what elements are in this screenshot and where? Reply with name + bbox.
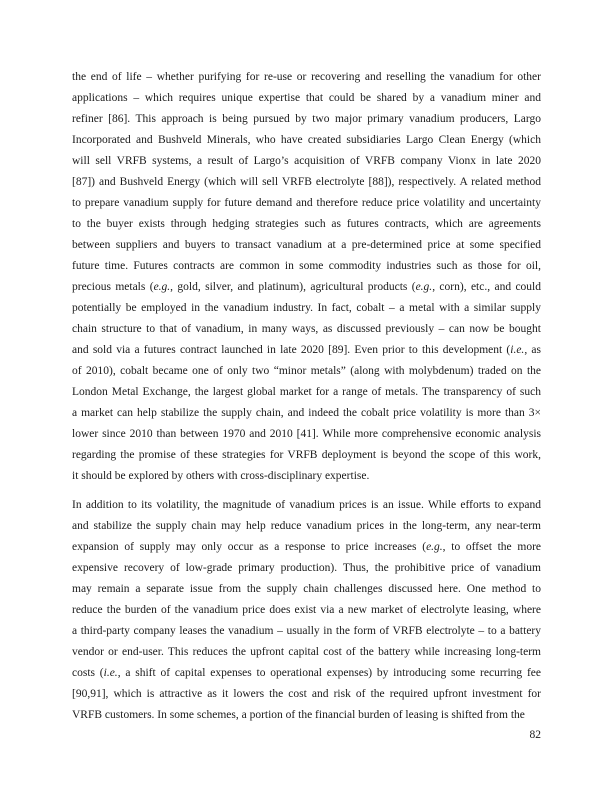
text-line: [72, 537, 541, 558]
text-segment: , to offset the more: [442, 541, 542, 553]
text-line: [72, 424, 541, 445]
text-line: [72, 361, 541, 382]
text-segment: it should be explored by others with cross-disciplinary expertise.: [72, 470, 370, 482]
text-segment: will sell VRFB systems, a result of Largo’s acquisition of VRFB company Vionx in late 2020: [72, 155, 541, 167]
text-segment: to prepare vanadium supply for future demand and therefore reduce price volatility and uncertainty: [72, 197, 541, 209]
text-segment: reduce the burden of the vanadium price does exist via a new market of electrolyte leasing, where: [72, 604, 541, 616]
text-segment: Incorporated and Bushveld Minerals, who have created subsidiaries Largo Clean Energy (which: [72, 134, 541, 146]
text-segment: the end of life – whether purifying for re-use or recovering and reselling the vanadium for other: [72, 71, 541, 83]
text-line: [72, 516, 541, 537]
text-segment: lower since 2010 than between 1970 and 2010 [41]. While more comprehensive economic analysis: [72, 428, 541, 440]
text-line: [72, 600, 541, 621]
text-segment: [90,91], which is attractive as it lowers the cost and risk of the required upfront investment for: [72, 688, 541, 700]
text-segment: , as: [524, 344, 541, 356]
text-segment: between suppliers and buyers to transact vanadium at a pre-determined price at some specified: [72, 239, 541, 251]
text-line: [72, 88, 541, 109]
text-line: [72, 466, 541, 487]
text-segment: potentially be employed in the vanadium industry. In fact, cobalt – a metal with a similar supply: [72, 302, 541, 314]
text-line: [72, 235, 541, 256]
italic-abbreviation: e.g.: [426, 541, 443, 553]
text-line: [72, 642, 541, 663]
text-segment: , a shift of capital expenses to operational expenses) by introducing some recurring fee: [117, 667, 541, 679]
text-line: [72, 298, 541, 319]
italic-abbreviation: i.e.: [510, 344, 525, 356]
text-line: [72, 382, 541, 403]
text-segment: costs (: [72, 667, 104, 679]
text-segment: a third-party company leases the vanadium – usually in the form of VRFB electrolyte – to a battery: [72, 625, 541, 637]
italic-abbreviation: e.g.: [415, 281, 433, 293]
italic-abbreviation: i.e.: [103, 667, 118, 679]
text-line: [72, 130, 541, 151]
text-segment: expansion of supply may only occur as a response to price increases (: [72, 541, 427, 553]
text-segment: to the buyer exists through hedging strategies such as futures contracts, which are agreements: [72, 218, 541, 230]
text-segment: London Metal Exchange, the largest global market for a range of metals. The transparency of such: [72, 386, 541, 398]
text-segment: and sold via a futures contract launched in late 2020 [89]. Even prior to this development (: [72, 344, 511, 356]
text-segment: In addition to its volatility, the magnitude of vanadium prices is an issue. While efforts to expand: [72, 499, 541, 511]
text-line: [72, 684, 541, 705]
text-line: [72, 193, 541, 214]
text-line: [72, 256, 541, 277]
text-line: [72, 445, 541, 466]
text-line: [72, 663, 541, 684]
text-segment: of 2010), cobalt became one of only two “minor metals” (along with molybdenum) traded on the: [72, 365, 541, 377]
text-segment: applications – which requires unique expertise that could be shared by a vanadium miner and: [72, 92, 541, 104]
page-number: 82: [529, 729, 541, 741]
text-segment: precious metals (: [72, 281, 154, 293]
text-line: [72, 621, 541, 642]
text-segment: may remain a separate issue from the supply chain challenges discussed here. One method to: [72, 583, 541, 595]
text-line: [72, 558, 541, 579]
body-text: [72, 67, 541, 734]
text-line: [72, 403, 541, 424]
text-line: [72, 495, 541, 516]
paragraph: [72, 67, 541, 487]
text-segment: VRFB customers. In some schemes, a portion of the financial burden of leasing is shifted from the: [72, 709, 525, 721]
text-segment: , corn), etc., and could: [432, 281, 541, 293]
text-line: [72, 277, 541, 298]
paragraph: [72, 495, 541, 726]
text-segment: refiner [86]. This approach is being pursued by two major primary vanadium producers, Largo: [72, 113, 541, 125]
italic-abbreviation: e.g.: [153, 281, 171, 293]
text-segment: expensive recovery of low-grade primary production). Thus, the prohibitive price of vanadium: [72, 562, 541, 574]
text-line: [72, 109, 541, 130]
text-segment: and stabilize the supply chain may help reduce vanadium prices in the long-term, any near-term: [72, 520, 541, 532]
text-segment: future time. Futures contracts are common in some commodity industries such as those for oil,: [72, 260, 541, 272]
text-segment: regarding the promise of these strategies for VRFB deployment is beyond the scope of this work,: [72, 449, 541, 461]
text-line: [72, 214, 541, 235]
text-segment: , gold, silver, and platinum), agricultural products (: [170, 281, 416, 293]
text-segment: a market can help stabilize the supply chain, and indeed the cobalt price volatility is more than 3×: [72, 407, 541, 419]
text-line: [72, 340, 541, 361]
text-line: [72, 151, 541, 172]
text-line: [72, 579, 541, 600]
text-line: [72, 319, 541, 340]
text-line: [72, 67, 541, 88]
text-segment: chain structure to that of vanadium, in many ways, as discussed previously – can now be bought: [72, 323, 541, 335]
text-line: [72, 172, 541, 193]
text-segment: [87]) and Bushveld Energy (which will sell VRFB electrolyte [88]), respectively. A related method: [72, 176, 541, 188]
text-segment: vendor or end-user. This reduces the upfront capital cost of the battery while increasing long-term: [72, 646, 541, 658]
text-line: [72, 705, 541, 726]
